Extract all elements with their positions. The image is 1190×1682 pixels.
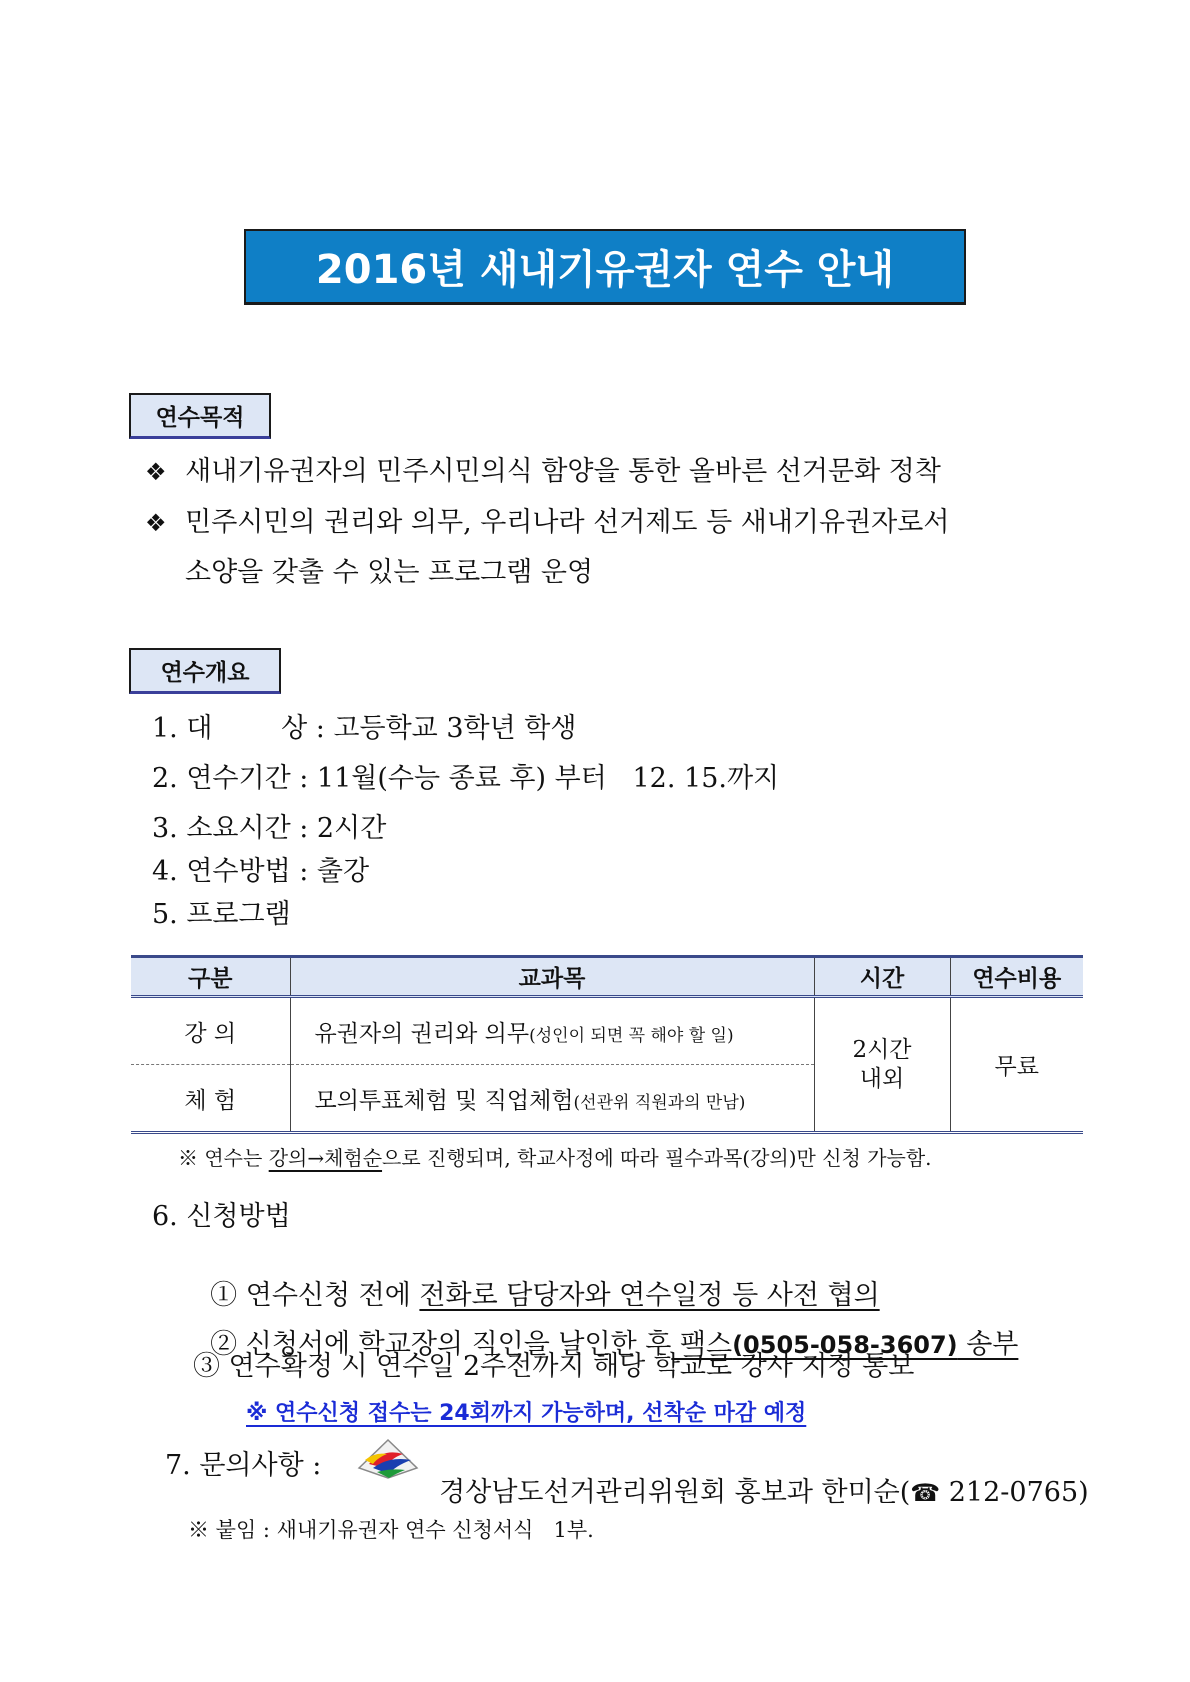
purpose-item-continued: 소양을 갖출 수 있는 프로그램 운영 bbox=[185, 557, 594, 588]
fee-cell: 무료 bbox=[950, 997, 1083, 1133]
contact-label: 7. 문의사항 : bbox=[165, 1450, 322, 1481]
time-cell: 2시간 내외 bbox=[814, 997, 950, 1133]
row-subject: 유권자의 권리와 의무(성인이 되면 꼭 해야 할 일) bbox=[290, 997, 814, 1065]
fax-number: (0505-058-3607) bbox=[732, 1331, 958, 1359]
overview-item-target: 1. 대 상 : 고등학교 3학년 학생 bbox=[152, 713, 577, 744]
table-note: ※ 연수는 강의→체험순으로 진행되며, 학교사정에 따라 필수과목(강의)만 신청 가능함. bbox=[178, 1146, 932, 1170]
phone-icon: ☎ bbox=[910, 1479, 941, 1507]
row-subject: 모의투표체험 및 직업체험(선관위 직원과의 만남) bbox=[290, 1065, 814, 1133]
election-commission-logo-icon bbox=[355, 1434, 421, 1484]
title-banner bbox=[244, 229, 966, 305]
purpose-item: ❖ 새내기유권자의 민주시민의식 함양을 통한 올바른 선거문화 정착 bbox=[145, 456, 941, 487]
overview-item-program: 5. 프로그램 bbox=[152, 899, 291, 930]
application-step-1: ① 연수신청 전에 전화로 담당자와 연수일정 등 사전 협의 bbox=[210, 1280, 880, 1311]
overview-item-period: 2. 연수기간 : 11월(수능 종료 후) 부터 12. 15.까지 bbox=[152, 763, 780, 794]
header-subject: 교과목 bbox=[290, 957, 814, 997]
application-step-2: ② 신청서에 학교장의 직인을 날인한 후 팩스(0505-058-3607) 송부 bbox=[210, 1329, 1019, 1360]
row-category: 강 의 bbox=[131, 997, 290, 1065]
application-heading: 6. 신청방법 bbox=[152, 1201, 291, 1232]
table-header-row bbox=[131, 957, 1083, 997]
header-fee: 연수비용 bbox=[950, 957, 1083, 997]
application-notice: ※ 연수신청 접수는 24회까지 가능하며, 선착순 마감 예정 bbox=[246, 1401, 807, 1426]
attachment-note: ※ 붙임 : 새내기유권자 연수 신청서식 1부. bbox=[188, 1518, 594, 1542]
application-step-3: ③ 연수확정 시 연수일 2주전까지 해당 학교로 강사 지정 통보 bbox=[193, 1351, 915, 1382]
program-table bbox=[131, 955, 1083, 1134]
section-label-overview: 연수개요 bbox=[129, 648, 281, 694]
diamond-bullet-icon: ❖ bbox=[145, 458, 167, 486]
purpose-item: ❖ 민주시민의 권리와 의무, 우리나라 선거제도 등 새내기유권자로서 bbox=[145, 507, 950, 538]
overview-item-duration: 3. 소요시간 : 2시간 bbox=[152, 813, 387, 844]
header-time: 시간 bbox=[814, 957, 950, 997]
overview-item-method: 4. 연수방법 : 출강 bbox=[152, 856, 370, 887]
section-label-purpose: 연수목적 bbox=[129, 393, 271, 439]
row-category: 체 험 bbox=[131, 1065, 290, 1133]
table-row bbox=[131, 997, 1083, 1065]
page-title: 2016년 새내기유권자 연수 안내 bbox=[315, 247, 895, 293]
header-category: 구분 bbox=[131, 957, 290, 997]
diamond-bullet-icon: ❖ bbox=[145, 509, 167, 537]
contact-info: 경상남도선거관리위원회 홍보과 한미순(☎ 212-0765) bbox=[439, 1477, 1089, 1508]
